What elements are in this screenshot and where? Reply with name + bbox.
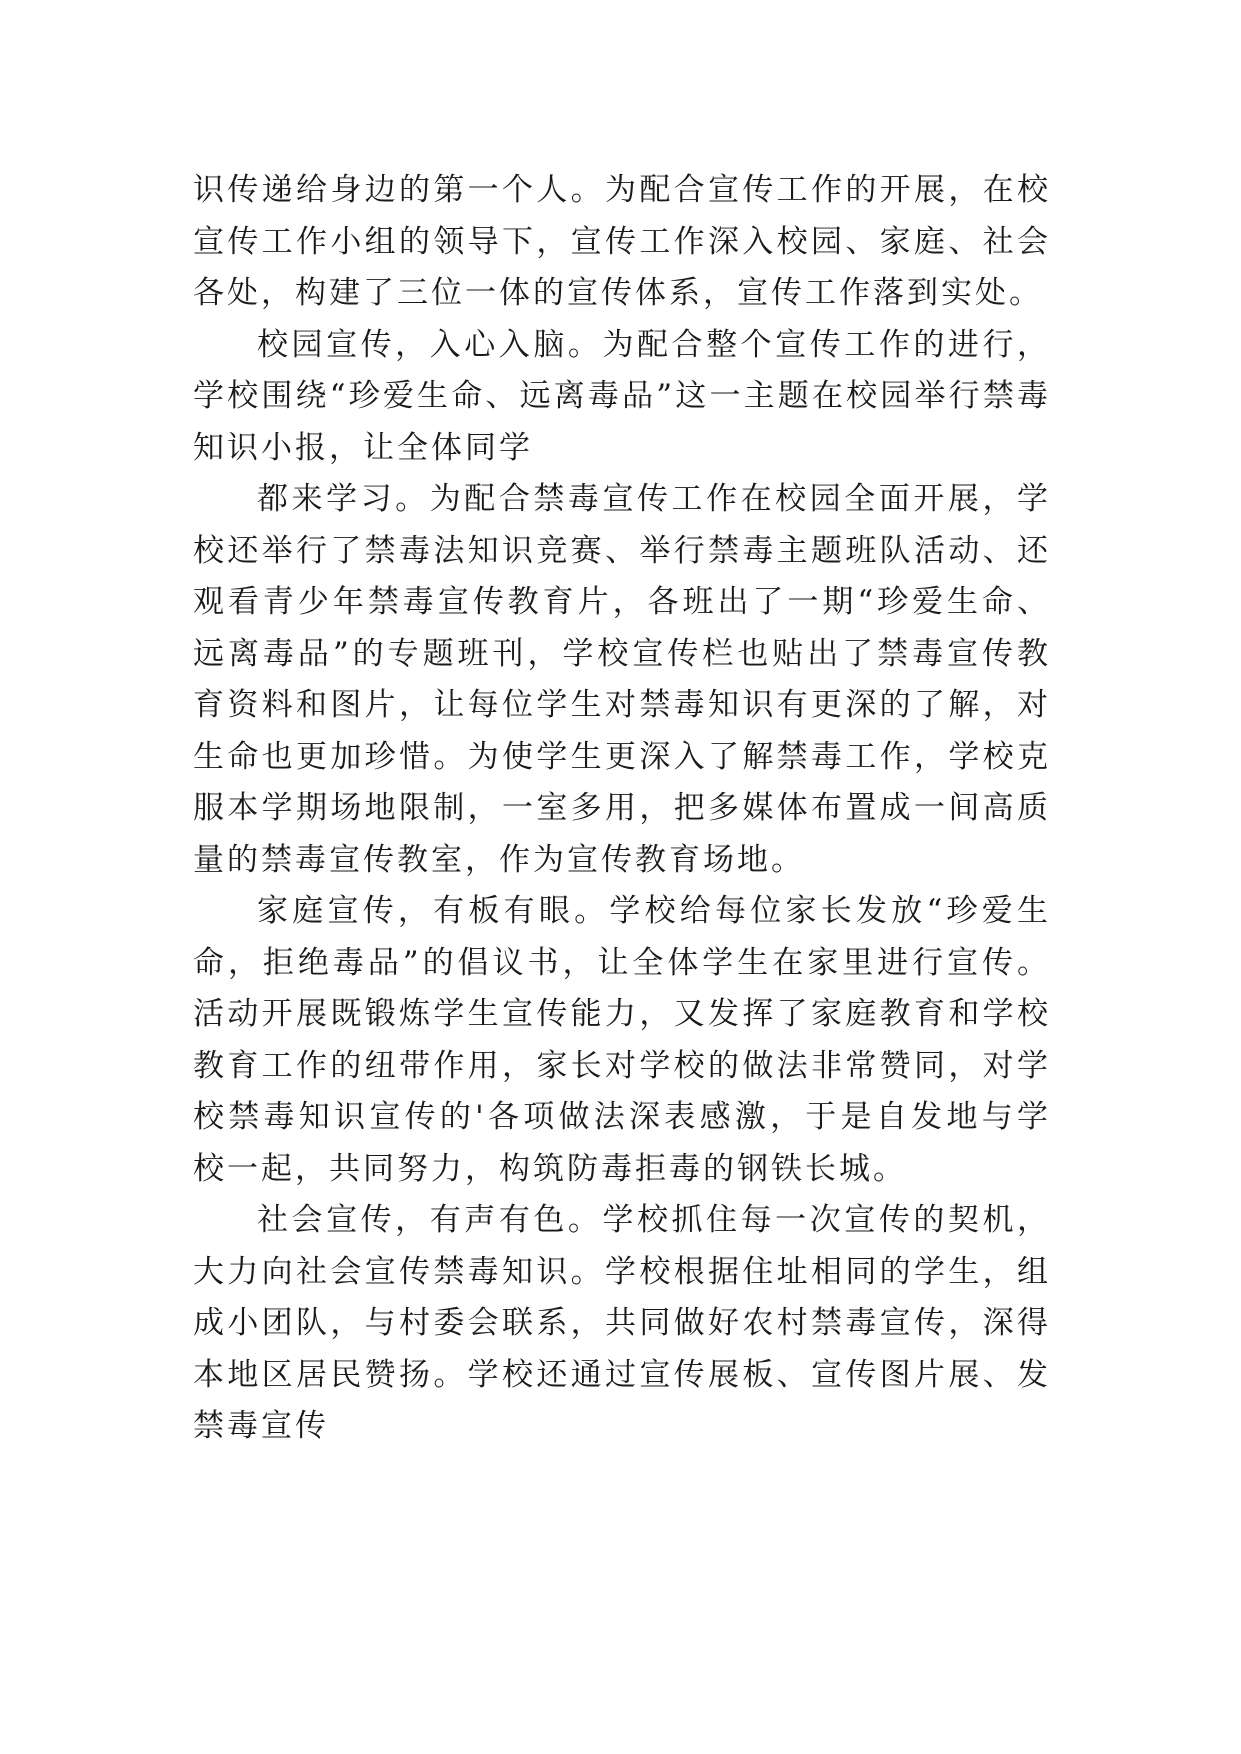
document-body	[193, 165, 1051, 1453]
paragraph-4: 家庭宣传，有板有眼。学校给每位家长发放“珍爱生命，拒绝毒品”的倡议书，让全体学生在家里进行宣传。活动开展既锻炼学生宣传能力，又发挥了家庭教育和学校教育工作的纽带作用，家长对学校的做法非常赞同，对学校禁毒知识宣传的'各项做法深表感激，于是自发地与学校一起，共同努力，构筑防毒拒毒的钢铁长城。	[193, 893, 1051, 1187]
paragraph-3: 都来学习。为配合禁毒宣传工作在校园全面开展，学校还举行了禁毒法知识竞赛、举行禁毒主题班队活动、还观看青少年禁毒宣传教育片，各班出了一期“珍爱生命、远离毒品”的专题班刊，学校宣传栏也贴出了禁毒宣传教育资料和图片，让每位学生对禁毒知识有更深的了解，对生命也更加珍惜。为使学生更深入了解禁毒工作，学校克服本学期场地限制，一室多用，把多媒体布置成一间高质量的禁毒宣传教室，作为宣传教育场地。	[193, 481, 1051, 878]
paragraph-5: 社会宣传，有声有色。学校抓住每一次宣传的契机，大力向社会宣传禁毒知识。学校根据住址相同的学生，组成小团队，与村委会联系，共同做好农村禁毒宣传，深得本地区居民赞扬。学校还通过宣传展板、宣传图片展、发禁毒宣传	[193, 1202, 1051, 1444]
paragraph-2: 校园宣传，入心入脑。为配合整个宣传工作的进行，学校围绕“珍爱生命、远离毒品”这一主题在校园举行禁毒知识小报，让全体同学	[193, 326, 1051, 466]
paragraph-1: 识传递给身边的第一个人。为配合宣传工作的开展，在校宣传工作小组的领导下，宣传工作深入校园、家庭、社会各处，构建了三位一体的宣传体系，宣传工作落到实处。	[193, 172, 1051, 311]
